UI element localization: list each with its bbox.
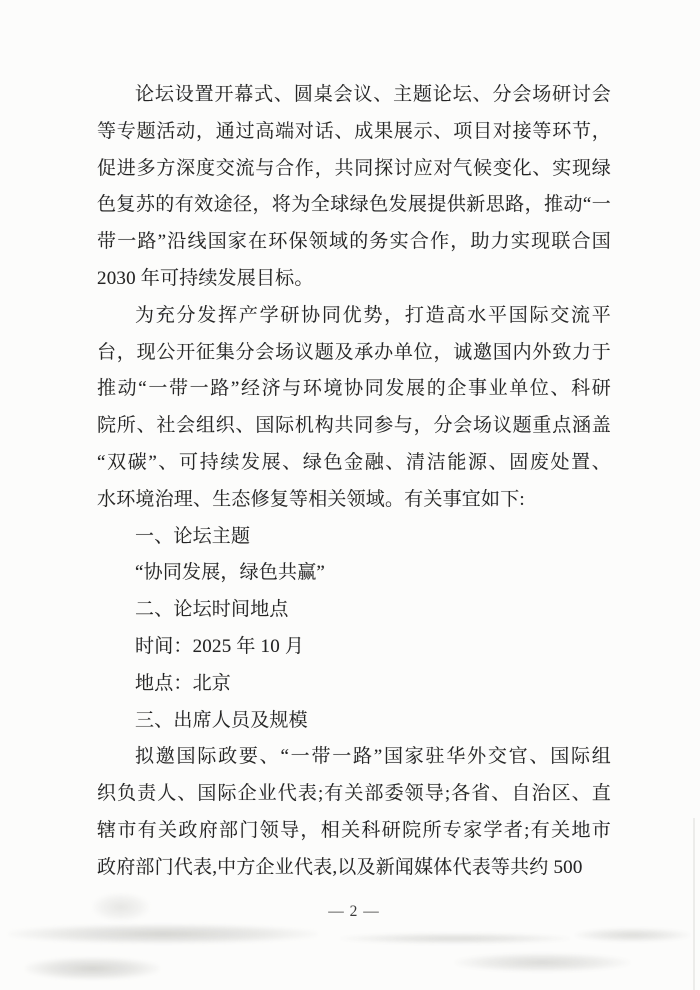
text-line: 为充分发挥产学研协同优势，打造高水平国际交流平 [135,304,611,326]
text-line: 促进多方深度交流与合作，共同探讨应对气候变化、实现绿 [97,157,611,179]
text-line: 推动“一带一路”经济与环境协同发展的企事业单位、科研 [97,378,611,400]
text-line: 色复苏的有效途径，将为全球绿色发展提供新思路，推动“一 [97,194,611,216]
text-line: 地点：北京 [135,672,232,694]
text-block [97,77,611,887]
text-line: 拟邀国际政要、“一带一路”国家驻华外交官、国际组 [135,746,611,768]
section-heading: 三、出席人员及规模 [135,709,308,731]
text-line: 辖市有关政府部门领导，相关科研院所专家学者;有关地市 [97,819,611,841]
text-line: 等专题活动，通过高端对话、成果展示、项目对接等环节， [97,120,611,142]
text-line: 台，现公开征集分会场议题及承办单位，诚邀国内外致力于 [97,341,611,363]
page-number: — 2 — [328,903,380,920]
text-line: 政府部门代表,中方企业代表,以及新闻媒体代表等共约 500 [97,856,583,878]
text-line: “协同发展，绿色共赢” [135,562,326,584]
text-line: 水环境治理、生态修复等相关领域。有关事宜如下: [97,488,525,510]
section-heading: 一、论坛主题 [135,525,251,547]
text-line: 2030 年可持续发展目标。 [97,267,314,289]
scan-artifact [455,953,630,972]
text-line: 时间：2025 年 10 月 [135,635,305,657]
scan-edge-shadow [693,818,695,990]
section-heading: 二、论坛时间地点 [135,599,289,621]
text-line: 院所、社会组织、国际机构共同参与，分会场议题重点涵盖 [97,415,611,437]
text-line: 带一路”沿线国家在环保领域的务实合作，助力实现联合国 [97,231,611,253]
text-line: “双碳”、可持续发展、绿色金融、清洁能源、固废处置、 [97,451,611,473]
scan-artifact [8,924,318,944]
scan-artifact [340,933,570,944]
text-line: 论坛设置开幕式、圆桌会议、主题论坛、分会场研讨会 [135,84,611,105]
scan-artifact [25,957,160,980]
scan-artifact [575,928,690,942]
text-line: 织负责人、国际企业代表;有关部委领导;各省、自治区、直 [97,783,611,805]
